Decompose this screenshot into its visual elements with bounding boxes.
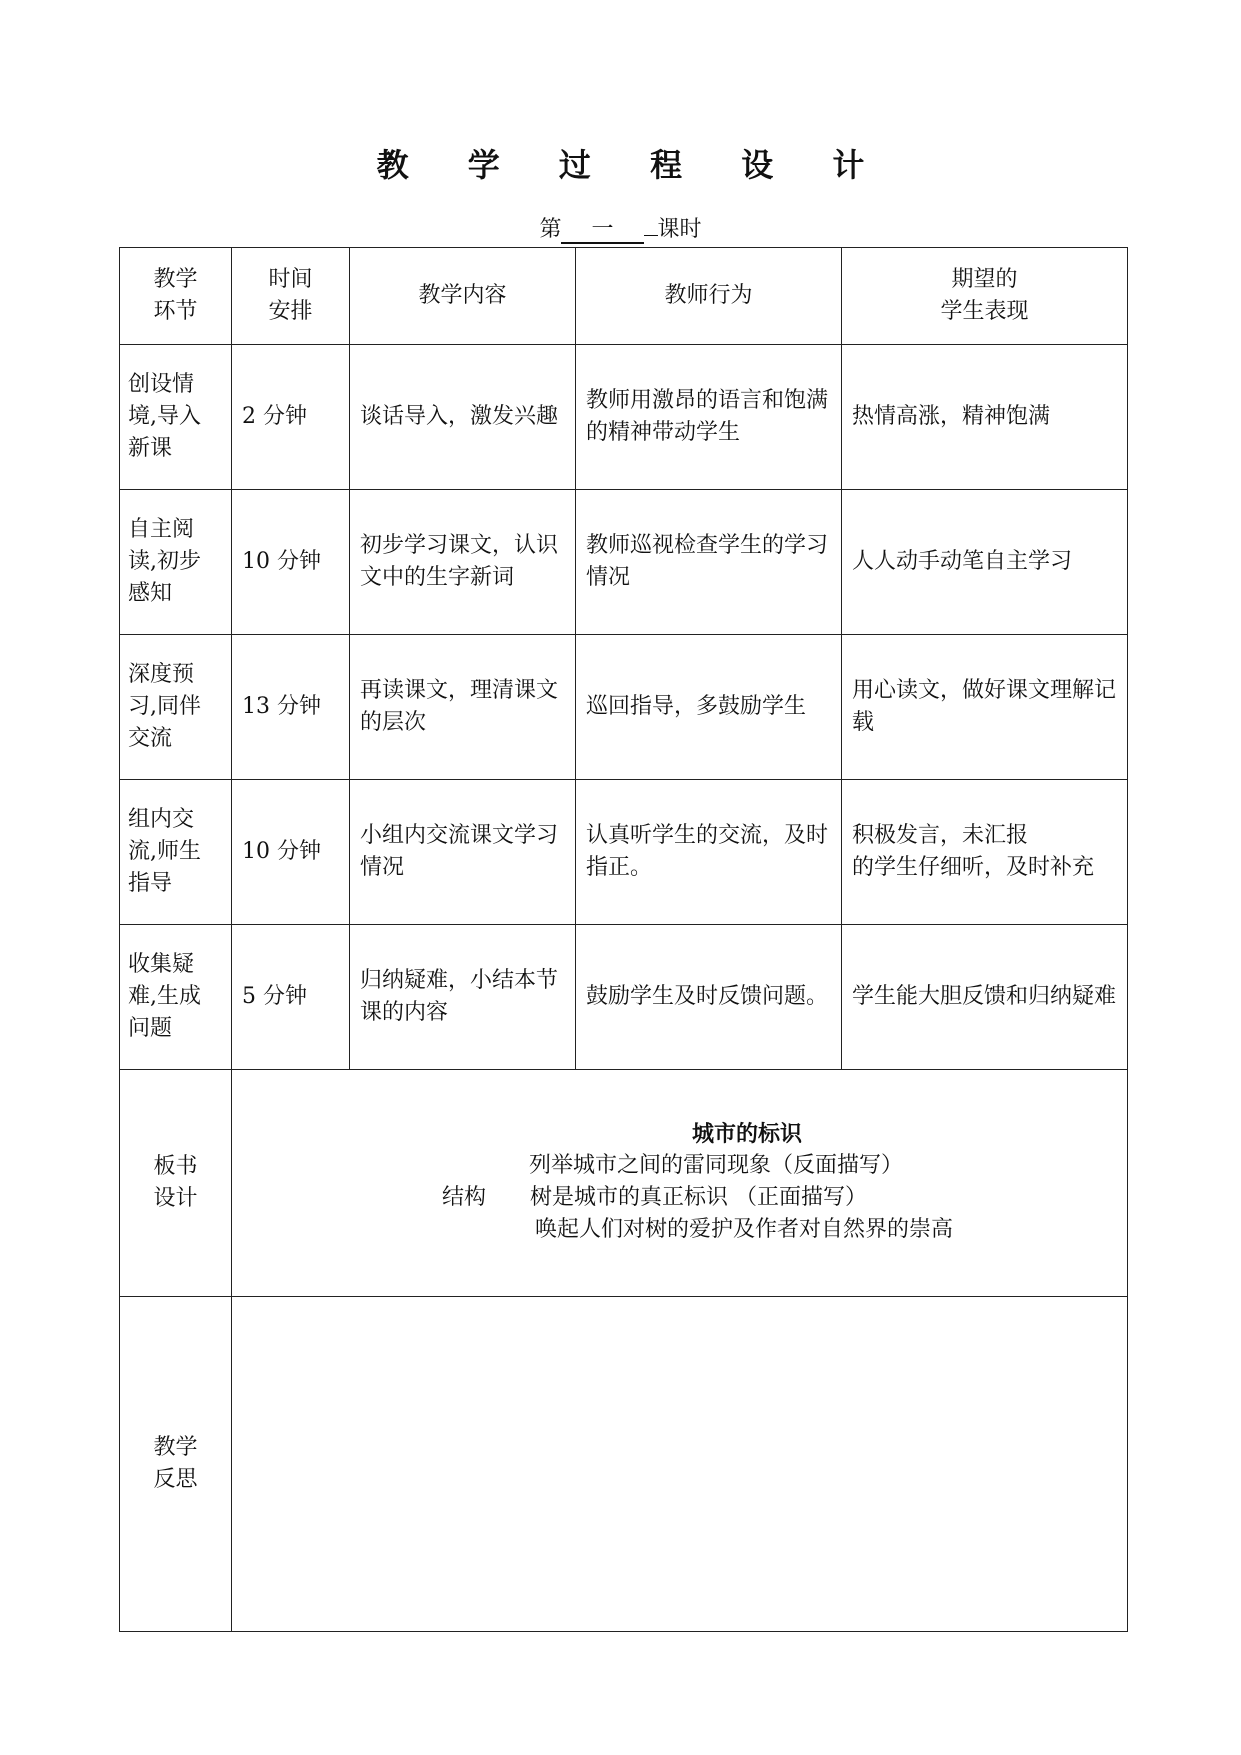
reflection-row [120, 1297, 1128, 1632]
teacher-cell: 教师用激昂的语言和饱满的精神带动学生 [576, 345, 842, 490]
stage-cell: 组内交 流,师生 指导 [120, 780, 232, 925]
period-number: 一 [561, 218, 643, 244]
header-teacher: 教师行为 [576, 248, 842, 345]
teacher-cell: 巡回指导，多鼓励学生 [576, 635, 842, 780]
period-line [0, 212, 1241, 244]
content-cell: 谈话导入，激发兴趣 [350, 345, 576, 490]
teacher-cell: 鼓励学生及时反馈问题。 [576, 925, 842, 1070]
time-cell: 13 分钟 [232, 635, 350, 780]
stage-cell: 深度预 习,同伴 交流 [120, 635, 232, 780]
table-row [120, 635, 1128, 780]
period-prefix: 第 [539, 217, 562, 242]
board-content [232, 1070, 1127, 1296]
board-title: 城市的标识 [692, 1121, 803, 1147]
reflection-label-cell: 教学 反思 [120, 1297, 232, 1632]
board-line: 列举城市之间的雷同现象（反面描写） [529, 1153, 904, 1178]
student-cell: 热情高涨，精神饱满 [842, 345, 1128, 490]
board-line: 唤起人们对树的爱护及作者对自然界的崇高 [535, 1217, 954, 1242]
student-cell: 用心读文，做好课文理解记载 [842, 635, 1128, 780]
header-content: 教学内容 [350, 248, 576, 345]
time-cell: 2 分钟 [232, 345, 350, 490]
student-cell: 积极发言，未汇报 的学生仔细听，及时补充 [842, 780, 1128, 925]
student-cell: 学生能大胆反馈和归纳疑难 [842, 925, 1128, 1070]
board-content-cell [232, 1070, 1128, 1297]
board-line: 树是城市的真正标识 （正面描写） [530, 1185, 867, 1210]
header-row [120, 248, 1128, 345]
table-row [120, 345, 1128, 490]
document-title: 教 学 过 程 设 计 [376, 146, 889, 184]
header-time: 时间 安排 [232, 248, 350, 345]
board-label-cell: 板书 设计 [120, 1070, 232, 1297]
stage-cell: 创设情 境,导入 新课 [120, 345, 232, 490]
teacher-cell: 认真听学生的交流，及时指正。 [576, 780, 842, 925]
table-row [120, 490, 1128, 635]
teacher-cell: 教师巡视检查学生的学习情况 [576, 490, 842, 635]
header-student: 期望的 学生表现 [842, 248, 1128, 345]
time-cell: 10 分钟 [232, 490, 350, 635]
stage-cell: 收集疑 难,生成 问题 [120, 925, 232, 1070]
content-cell: 归纳疑难，小结本节课的内容 [350, 925, 576, 1070]
period-blank-tail [644, 235, 658, 236]
board-design-row [120, 1070, 1128, 1297]
board-structure-label: 结构 [442, 1185, 487, 1210]
period-suffix: 课时 [657, 217, 702, 242]
lesson-table [119, 247, 1128, 1632]
table-row [120, 780, 1128, 925]
content-cell: 小组内交流课文学习情况 [350, 780, 576, 925]
reflection-content-cell [232, 1297, 1128, 1632]
content-cell: 初步学习课文，认识文中的生字新词 [350, 490, 576, 635]
table-row [120, 925, 1128, 1070]
header-stage: 教学 环节 [120, 248, 232, 345]
student-cell: 人人动手动笔自主学习 [842, 490, 1128, 635]
time-cell: 10 分钟 [232, 780, 350, 925]
time-cell: 5 分钟 [232, 925, 350, 1070]
content-cell: 再读课文，理清课文的层次 [350, 635, 576, 780]
stage-cell: 自主阅 读,初步 感知 [120, 490, 232, 635]
